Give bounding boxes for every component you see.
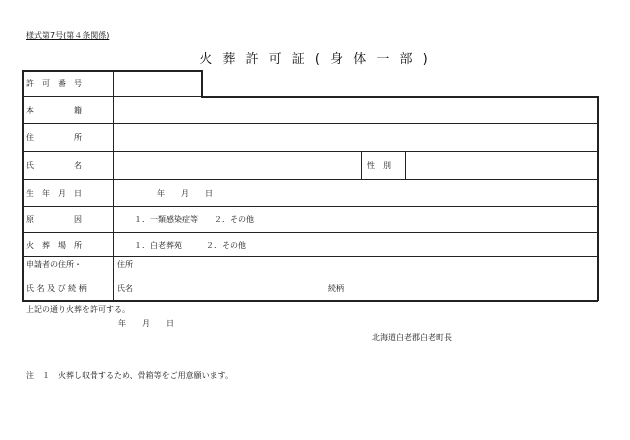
- permit-date: 年 月 日: [118, 319, 174, 328]
- label-birthdate: 生 年 月 日: [26, 189, 82, 198]
- birthdate-value: 年 月 日: [157, 189, 213, 198]
- label-sex: 性 別: [367, 161, 391, 170]
- label-applicant-line1: 申請者の住所・: [26, 260, 82, 269]
- applicant-address-label: 住所: [117, 260, 133, 269]
- cause-options: １．一類感染症等 ２．その他: [134, 215, 254, 224]
- label-applicant-line2: 氏 名 及 び 続 柄: [26, 284, 87, 293]
- applicant-relation-label: 続柄: [328, 284, 344, 293]
- label-name: 氏 名: [26, 161, 82, 170]
- label-address: 住 所: [26, 133, 82, 142]
- permit-statement: 上記の通り火葬を許可する。: [26, 305, 130, 314]
- page-title: 火 葬 許 可 証 ( 身 体 一 部 ): [199, 52, 431, 67]
- footnote: 注 １ 火葬し収骨するため、骨箱等をご用意願います。: [26, 371, 234, 380]
- label-permit-number: 許 可 番 号: [26, 79, 82, 88]
- label-cause: 原 因: [26, 215, 82, 224]
- form-number: 様式第7号(第４条関係): [26, 31, 110, 40]
- issuer-name: 北海道白老郡白老町長: [372, 333, 452, 342]
- label-domicile: 本 籍: [26, 106, 82, 115]
- applicant-name-label: 氏名: [117, 284, 133, 293]
- place-options: １．白老葬苑 ２．その他: [134, 241, 246, 250]
- label-place: 火 葬 場 所: [26, 241, 82, 250]
